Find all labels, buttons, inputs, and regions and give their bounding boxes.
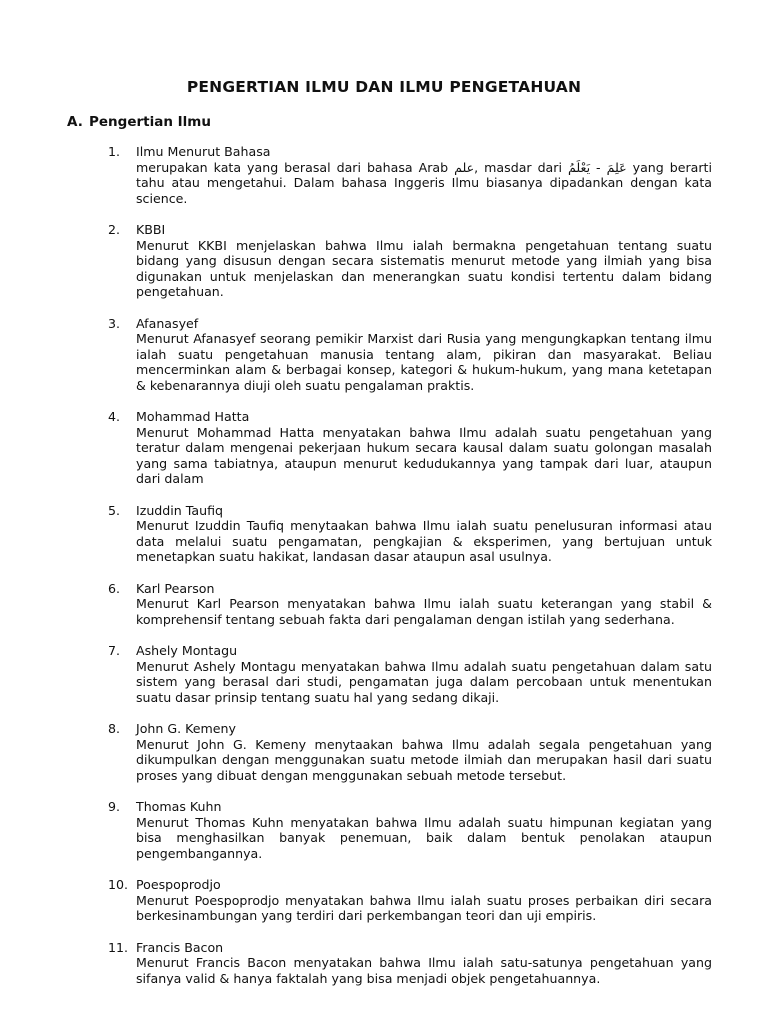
list-item (108, 581, 712, 628)
item-name: Ashely Montagu (136, 643, 238, 658)
item-text: Menurut Mohammad Hatta menyatakan bahwa Ilmu adalah suatu pengetahuan yang teratur dalam mengenai pekerjaan hukum secara kausal dalam suatu golongan masalah yang sama tabiatnya, ataupun menurut kedudukannya yang tampak dari luar, ataupun dari dalam (136, 424, 712, 486)
item-text: Menurut Poespoprodjo menyatakan bahwa Ilmu ialah suatu proses perbaikan diri secara berkesinambungan yang terdiri dari perkembangan teori dan uji empiris. (136, 892, 712, 923)
section-heading (67, 114, 211, 130)
item-text: Menurut KKBI menjelaskan bahwa Ilmu ialah bermakna pengetahuan tentang suatu bidang yang disusun dengan secara sistematis menurut metode yang ilmiah yang bisa digunakan untuk menjelaskan dan menerangkan suatu kondisi tertentu dalam bidang pengetahuan. (136, 237, 712, 299)
item-number: 5. (108, 502, 121, 518)
item-number: 2. (108, 222, 121, 237)
list-item (108, 721, 712, 783)
item-name: KBBI (136, 222, 166, 237)
item-text: Menurut Ashely Montagu menyatakan bahwa Ilmu adalah suatu pengetahuan dalam satu sistem yang berasal dari studi, pengamatan juga dalam percobaan untuk menentukan suatu dasar prinsip tentang suatu hal yang sedang dikaji. (136, 658, 712, 705)
item-number: 10. (108, 877, 129, 892)
item-text: Menurut Francis Bacon menyatakan bahwa Ilmu ialah satu-satunya pengetahuan yang sifanya valid & hanya faktalah yang bisa menjadi objek pengetahuannya. (136, 955, 712, 986)
item-number: 1. (108, 144, 121, 159)
item-text: Menurut Thomas Kuhn menyatakan bahwa Ilmu adalah suatu himpunan kegiatan yang bisa menghasilkan banyak penemuan, baik dalam bentuk penolakan ataupun pengembangannya. (136, 814, 712, 861)
item-number: 8. (108, 721, 121, 736)
item-name: Ilmu Menurut Bahasa (136, 144, 271, 159)
section-letter: A. (67, 114, 83, 130)
item-text: Menurut Karl Pearson menyatakan bahwa Ilmu ialah suatu keterangan yang stabil & komprehensif tentang sebuah fakta dari pengalaman dengan istilah yang sederhana. (136, 596, 712, 627)
list-item (108, 503, 712, 565)
list-item (108, 144, 712, 206)
item-number: 9. (108, 799, 121, 814)
item-number: 6. (108, 580, 121, 596)
list-item (108, 799, 712, 861)
list-item (108, 940, 712, 987)
item-name: Izuddin Taufiq (136, 502, 224, 518)
item-name: Karl Pearson (136, 580, 215, 596)
item-text: Menurut Izuddin Taufiq menytaakan bahwa Ilmu ialah suatu penelusuran informasi atau data melalui suatu pengamatan, pengkajian & eksperimen, yang bertujuan untuk menetapkan suatu hakikat, landasan dasar ataupun asal usulnya. (136, 518, 712, 564)
item-text: merupakan kata yang berasal dari bahasa Arab علم, masdar dari عَلِمَ - يَعْلَمُ yang berarti tahu atau mengetahui. Dalam bahasa Inggeris Ilmu biasanya dipadankan dengan kata science. (136, 159, 712, 206)
item-number: 11. (108, 939, 129, 955)
list-item (108, 409, 712, 487)
item-name: Poespoprodjo (136, 877, 221, 892)
item-number: 4. (108, 409, 121, 424)
section-heading-text: Pengertian Ilmu (89, 114, 211, 130)
item-name: John G. Kemeny (136, 721, 236, 736)
item-name: Francis Bacon (136, 939, 224, 955)
item-name: Thomas Kuhn (136, 799, 222, 814)
list-item (108, 643, 712, 705)
definition-list (108, 144, 712, 1002)
item-text: Menurut John G. Kemeny menytaakan bahwa Ilmu adalah segala pengetahuan yang dikumpulkan dengan menggunakan suatu metode ilmiah dan merupakan hasil dari suatu proses yang dibuat dengan menggunakan sebuah metode tersebut. (136, 736, 712, 783)
list-item (108, 877, 712, 924)
item-number: 3. (108, 315, 121, 331)
list-item (108, 316, 712, 394)
document-title: PENGERTIAN ILMU DAN ILMU PENGETAHUAN (186, 78, 582, 96)
item-name: Afanasyef (136, 315, 199, 331)
list-item (108, 222, 712, 300)
item-text: Menurut Afanasyef seorang pemikir Marxist dari Rusia yang mengungkapkan tentang ilmu ialah suatu pengetahuan manusia tentang alam, pikiran dan masyarakat. Beliau mencerminkan alam & berbagai konsep, kategori & hukum-hukum, yang mana ketetapan & kebenarannya diuji oleh suatu pengalaman praktis. (136, 331, 712, 393)
item-name: Mohammad Hatta (136, 409, 250, 424)
item-number: 7. (108, 643, 121, 658)
